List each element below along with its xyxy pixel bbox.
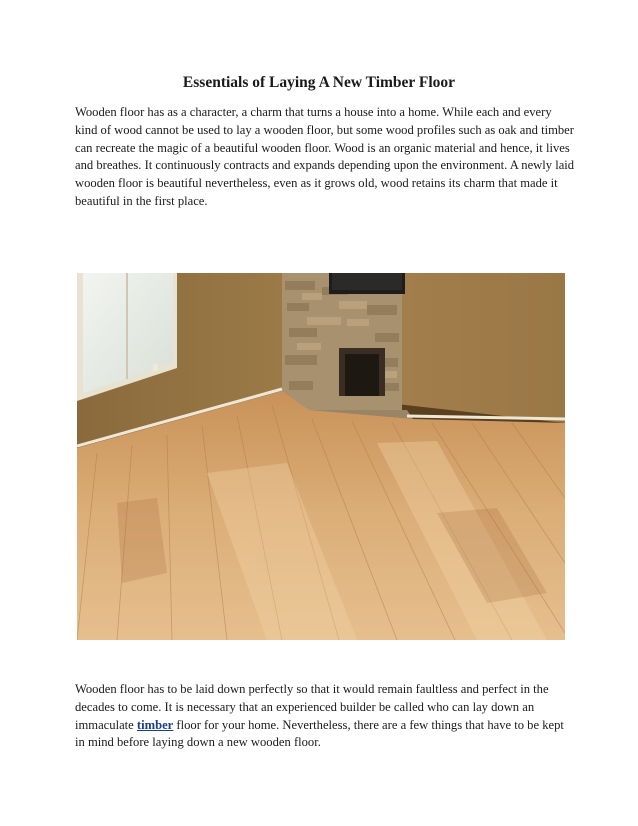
timber-link[interactable]: timber (136, 717, 174, 732)
living-room-floor-photo (77, 273, 565, 640)
body-paragraph (75, 681, 575, 752)
paragraph-text-end: floor for your home. Nevertheless, there are a few things that have to be kept in mind before laying down a new wooden floor. (75, 717, 564, 750)
intro-paragraph: Wooden floor has as a character, a charm that turns a house into a home. While each and every kind of wood cannot be used to lay a wooden floor, but some wood profiles such as oak and timber can recreate the magic of a beautiful wooden floor. Wood is an organic material and hence, it lives and breathes. It continuously contracts and expands depending upon the environment. A newly laid wooden floor is beautiful nevertheless, even as it grows old, wood retains its charm that made it beautiful in the first place. (75, 105, 575, 208)
paragraph-text-start: Wooden floor has to be laid down perfectly so that it would remain faultless and perfect in the decades to come. It is necessary that an experienced builder be called who can lay down an immaculate (75, 682, 549, 732)
document-title: Essentials of Laying A New Timber Floor (182, 74, 456, 91)
